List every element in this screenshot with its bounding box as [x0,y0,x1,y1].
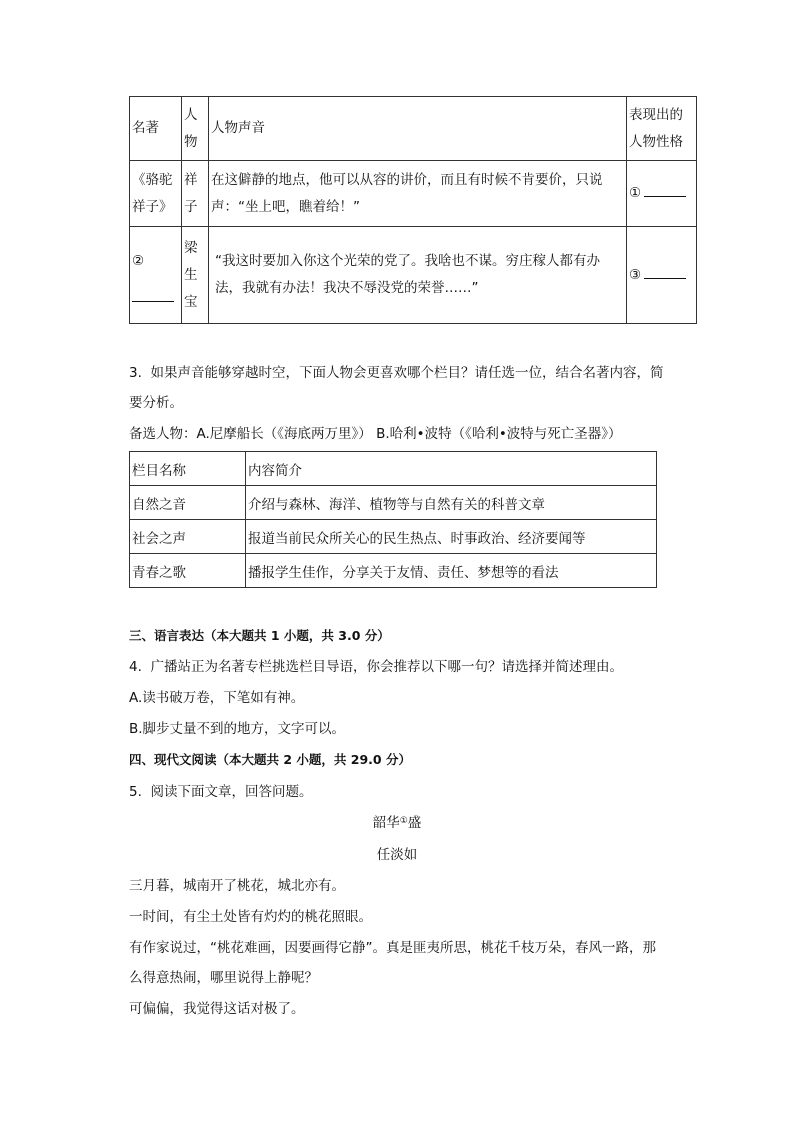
table-row [130,161,697,227]
row1-trait [627,161,697,227]
row1-voice [209,161,627,227]
header-voice: 人物声音 [209,97,627,161]
row1-voice-line1: 在这僻静的地点，他可以从容的讲价，而且有时候不肯要价，只说 [211,171,603,188]
section-3-heading: 三、语言表达（本大题共 1 小题，共 3.0 分） [129,628,390,643]
row2-book-marker: ② [132,253,145,269]
answer-blank-2[interactable] [132,289,174,302]
row2-voice [209,227,627,324]
table-header-row [130,97,697,161]
table-row [130,486,657,520]
row2-voice-line2: 法，我就有办法！我决不辱没党的荣誉……” [215,280,479,296]
article-paragraph: 一时间，有尘土处皆有灼灼的桃花照眼。 [129,909,372,925]
row2-trait-marker: ③ [629,266,642,283]
row2-person [182,227,209,324]
col-name: 青春之歌 [130,554,246,588]
article-title [0,813,794,833]
q4-option-b: B.脚步丈量不到的地方，文字可以。 [129,721,346,737]
header-book: 名著 [130,97,182,161]
q3-text-line2: 要分析。 [129,395,183,411]
article-author: 任淡如 [376,847,418,863]
q4-option-a: A.读书破万卷，下笔如有神。 [129,690,305,706]
row2-book [130,227,182,324]
col-desc: 播报学生佳作，分享关于友情、责任、梦想等的看法 [246,554,657,588]
article-paragraph-cont: 么得意热闹，哪里说得上静呢？ [129,970,318,986]
row2-person-text: 梁生宝 [184,239,198,310]
article-paragraph: 可偏偏，我觉得这话对极了。 [129,1001,305,1017]
title-footnote-marker: ① [399,816,408,826]
row1-voice-line2: 声：“坐上吧，瞧着给！” [211,198,360,215]
col-name-header: 栏目名称 [130,452,246,486]
title-part-1: 韶华 [372,815,400,831]
section-4-heading: 四、现代文阅读（本大题共 2 小题，共 29.0 分） [129,752,411,767]
characters-table [129,96,697,324]
columns-table [129,451,657,588]
row1-book: 《骆驼祥子》 [130,161,182,227]
title-part-2: 盛 [407,815,422,831]
header-person-text: 人物 [184,106,198,150]
table-row [130,520,657,554]
table-row [130,227,697,324]
table-row [130,554,657,588]
row2-voice-line1: “我这时要加入你这个光荣的党了。我啥也不谋。穷庄稼人都有办 [215,253,600,269]
header-person [182,97,209,161]
row1-trait-marker: ① [629,185,642,201]
col-name: 自然之音 [130,486,246,520]
q5-text: 5. 阅读下面文章，回答问题。 [129,784,313,800]
row1-person [182,161,209,227]
table-header-row [130,452,657,486]
row2-trait [627,227,697,324]
q3-candidates: 备选人物：A.尼摩船长（《海底两万里》） B.哈利•波特（《哈利•波特与死亡圣器》） [129,426,622,442]
header-trait: 表现出的人物性格 [627,97,697,161]
col-desc: 介绍与森林、海洋、植物等与自然有关的科普文章 [246,486,657,520]
answer-blank-3[interactable] [644,266,686,279]
row1-person-text: 祥子 [184,171,198,215]
q4-text: 4. 广播站正为名著专栏挑选栏目导语，你会推荐以下哪一句？请选择并简述理由。 [129,659,623,675]
col-name: 社会之声 [130,520,246,554]
answer-blank-1[interactable] [644,184,686,197]
article-paragraph: 有作家说过，“桃花难画，因要画得它静”。真是匪夷所思，桃花千枝万朵，春风一路，那 [129,940,656,956]
col-desc: 报道当前民众所关心的民生热点、时事政治、经济要闻等 [246,520,657,554]
q3-text-line1: 3. 如果声音能够穿越时空，下面人物会更喜欢哪个栏目？请任选一位，结合名著内容，简 [129,365,664,381]
article-paragraph: 三月暮，城南开了桃花，城北亦有。 [129,878,345,894]
col-desc-header: 内容简介 [246,452,657,486]
